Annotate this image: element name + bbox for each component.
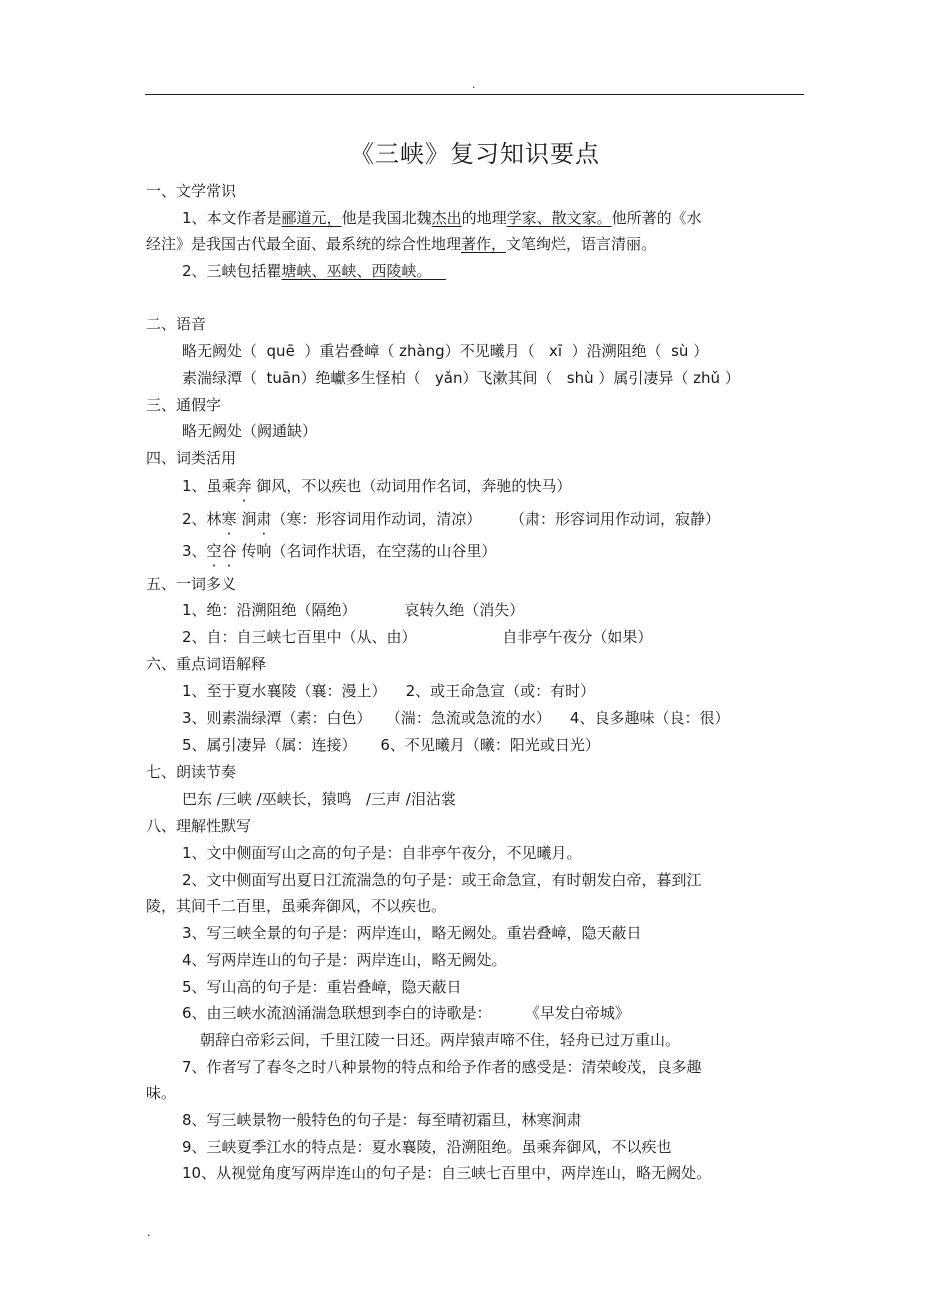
- s3-line-1: 略无阙处（阙通缺）: [182, 422, 318, 440]
- text: 2、林: [182, 510, 222, 528]
- s5-line-2: 2、自：自三峡七百里中（从、由） 自非亭午夜分（如果）: [182, 628, 653, 646]
- s6-line-3: 5、属引凄异（属：连接） 6、不见曦月（曦：阳光或日光）: [182, 736, 600, 754]
- emphasized-char: 空: [206, 542, 222, 560]
- emphasized-char: 奔: [236, 477, 252, 495]
- section-heading-tongjiazi: 三、通假字: [146, 396, 222, 414]
- s8-line-2a: 2、文中侧面写出夏日江流湍急的句子是：或王命急宣，有时朝发白帝，暮到江: [182, 871, 702, 889]
- s8-line-9: 9、三峡夏季江水的特点是：夏水襄陵，沿溯阻绝。虽乘奔御风，不以疾也: [182, 1138, 672, 1156]
- s8-line-5: 5、写山高的句子是：重岩叠嶂，隐天蔽日: [182, 978, 462, 996]
- text: 经注》是我国古代最全面、最系统的综合性地理: [146, 235, 462, 253]
- s4-line-3: [182, 541, 496, 561]
- s5-line-1: 1、绝：沿溯阻绝（隔绝） 哀转久绝（消失）: [182, 601, 525, 619]
- underlined-text: 塘峡、巫峡、西陵峡。: [281, 262, 446, 280]
- s8-line-2b: 陵，其间千二百里，虽乘奔御风，不以疾也。: [146, 897, 447, 915]
- text: （寒：形容词用作动词，清凉） （肃：形容词用作动词，寂静）: [271, 510, 720, 528]
- s8-line-7b: 味。: [146, 1084, 177, 1102]
- section-heading-dictation: 八、理解性默写: [146, 817, 252, 835]
- section-heading-word-class: 四、词类活用: [146, 449, 237, 467]
- s8-line-3: 3、写三峡全景的句子是：两岸连山，略无阙处。重岩叠嶂，隐天蔽日: [182, 924, 642, 942]
- s2-line-2: 素湍绿潭（ tuān）绝巘多生怪柏（ yǎn）飞漱其间（ shù ）属引凄异（ zhǔ ）: [182, 369, 740, 387]
- s7-line-1: 巴东 /三峡 /巫峡长，猿鸣 /三声 /泪沾裳: [182, 790, 456, 808]
- s8-line-8: 8、写三峡景物一般特色的句子是：每至晴初霜旦，林寒涧肃: [182, 1111, 582, 1129]
- section-heading-polysemy: 五、一词多义: [146, 575, 237, 593]
- section-heading-key-words: 六、重点词语解释: [146, 655, 267, 673]
- underlined-text: 郦道元，: [281, 209, 342, 227]
- section-heading-literature: 一、文学常识: [146, 182, 237, 200]
- underlined-text: 学家、散文家。: [506, 209, 612, 227]
- underlined-text: 杰出: [431, 209, 462, 227]
- text: 传响（名词作状语，在空荡的山谷里）: [236, 542, 497, 560]
- footer-mark: .: [147, 1226, 151, 1239]
- text: 御风，不以疾也（动词用作名词，奔驰的快马）: [251, 477, 572, 495]
- s6-line-1: 1、至于夏水襄陵（襄：漫上） 2、或王命急宣（或：有时）: [182, 682, 596, 700]
- emphasized-char: 寒: [221, 510, 237, 528]
- text: 3、: [182, 542, 207, 560]
- text: 他是我国北魏: [341, 209, 432, 227]
- text: 文笔绚烂，语言清丽。: [506, 235, 657, 253]
- s8-line-1: 1、文中侧面写山之高的句子是：自非亭午夜分，不见曦月。: [182, 844, 582, 862]
- header-rule: [145, 94, 804, 95]
- s8-line-6: 6、由三峡水流汹涌湍急联想到李白的诗歌是： 《早发白帝城》: [182, 1004, 630, 1022]
- text: 的地理: [461, 209, 507, 227]
- s4-line-1: [182, 476, 571, 496]
- underlined-text: 著作，: [461, 235, 507, 253]
- s8-line-4: 4、写两岸连山的句子是：两岸连山，略无阙处。: [182, 951, 507, 969]
- document-title: 《三峡》复习知识要点: [350, 140, 600, 168]
- text: 1、虽乘: [182, 477, 237, 495]
- s6-line-2: 3、则素湍绿潭（素：白色） （湍：急流或急流的水） 4、良多趣味（良：很）: [182, 709, 730, 727]
- text: 2、三峡包括瞿: [182, 262, 282, 280]
- emphasized-char: 谷: [221, 542, 237, 560]
- s8-line-6-poem: 朝辞白帝彩云间，千里江陵一日还。两岸猿声啼不住，轻舟已过万重山。: [200, 1031, 681, 1049]
- text: 他所著的《水: [611, 209, 702, 227]
- s4-line-2: [182, 509, 720, 529]
- s8-line-7a: 7、作者写了春冬之时八种景物的特点和给予作者的感受是：清荣峻茂，良多趣: [182, 1058, 702, 1076]
- section-heading-pronunciation: 二、语音: [146, 315, 207, 333]
- s1-line-3: [182, 261, 446, 281]
- text: 涧: [236, 510, 257, 528]
- emphasized-char: 肃: [256, 510, 272, 528]
- s1-line-2: [146, 234, 656, 254]
- header-mark: .: [472, 78, 476, 91]
- text: 1、本文作者是: [182, 209, 282, 227]
- section-heading-rhythm: 七、朗读节奏: [146, 763, 237, 781]
- s8-line-10: 10、从视觉角度写两岸连山的句子是：自三峡七百里中，两岸连山，略无阙处。: [182, 1164, 712, 1182]
- s1-line-1: [182, 208, 702, 228]
- s2-line-1: 略无阙处（ quē ）重岩叠嶂（ zhàng）不见曦月（ xī ）沿溯阻绝（ sù ）: [182, 342, 709, 360]
